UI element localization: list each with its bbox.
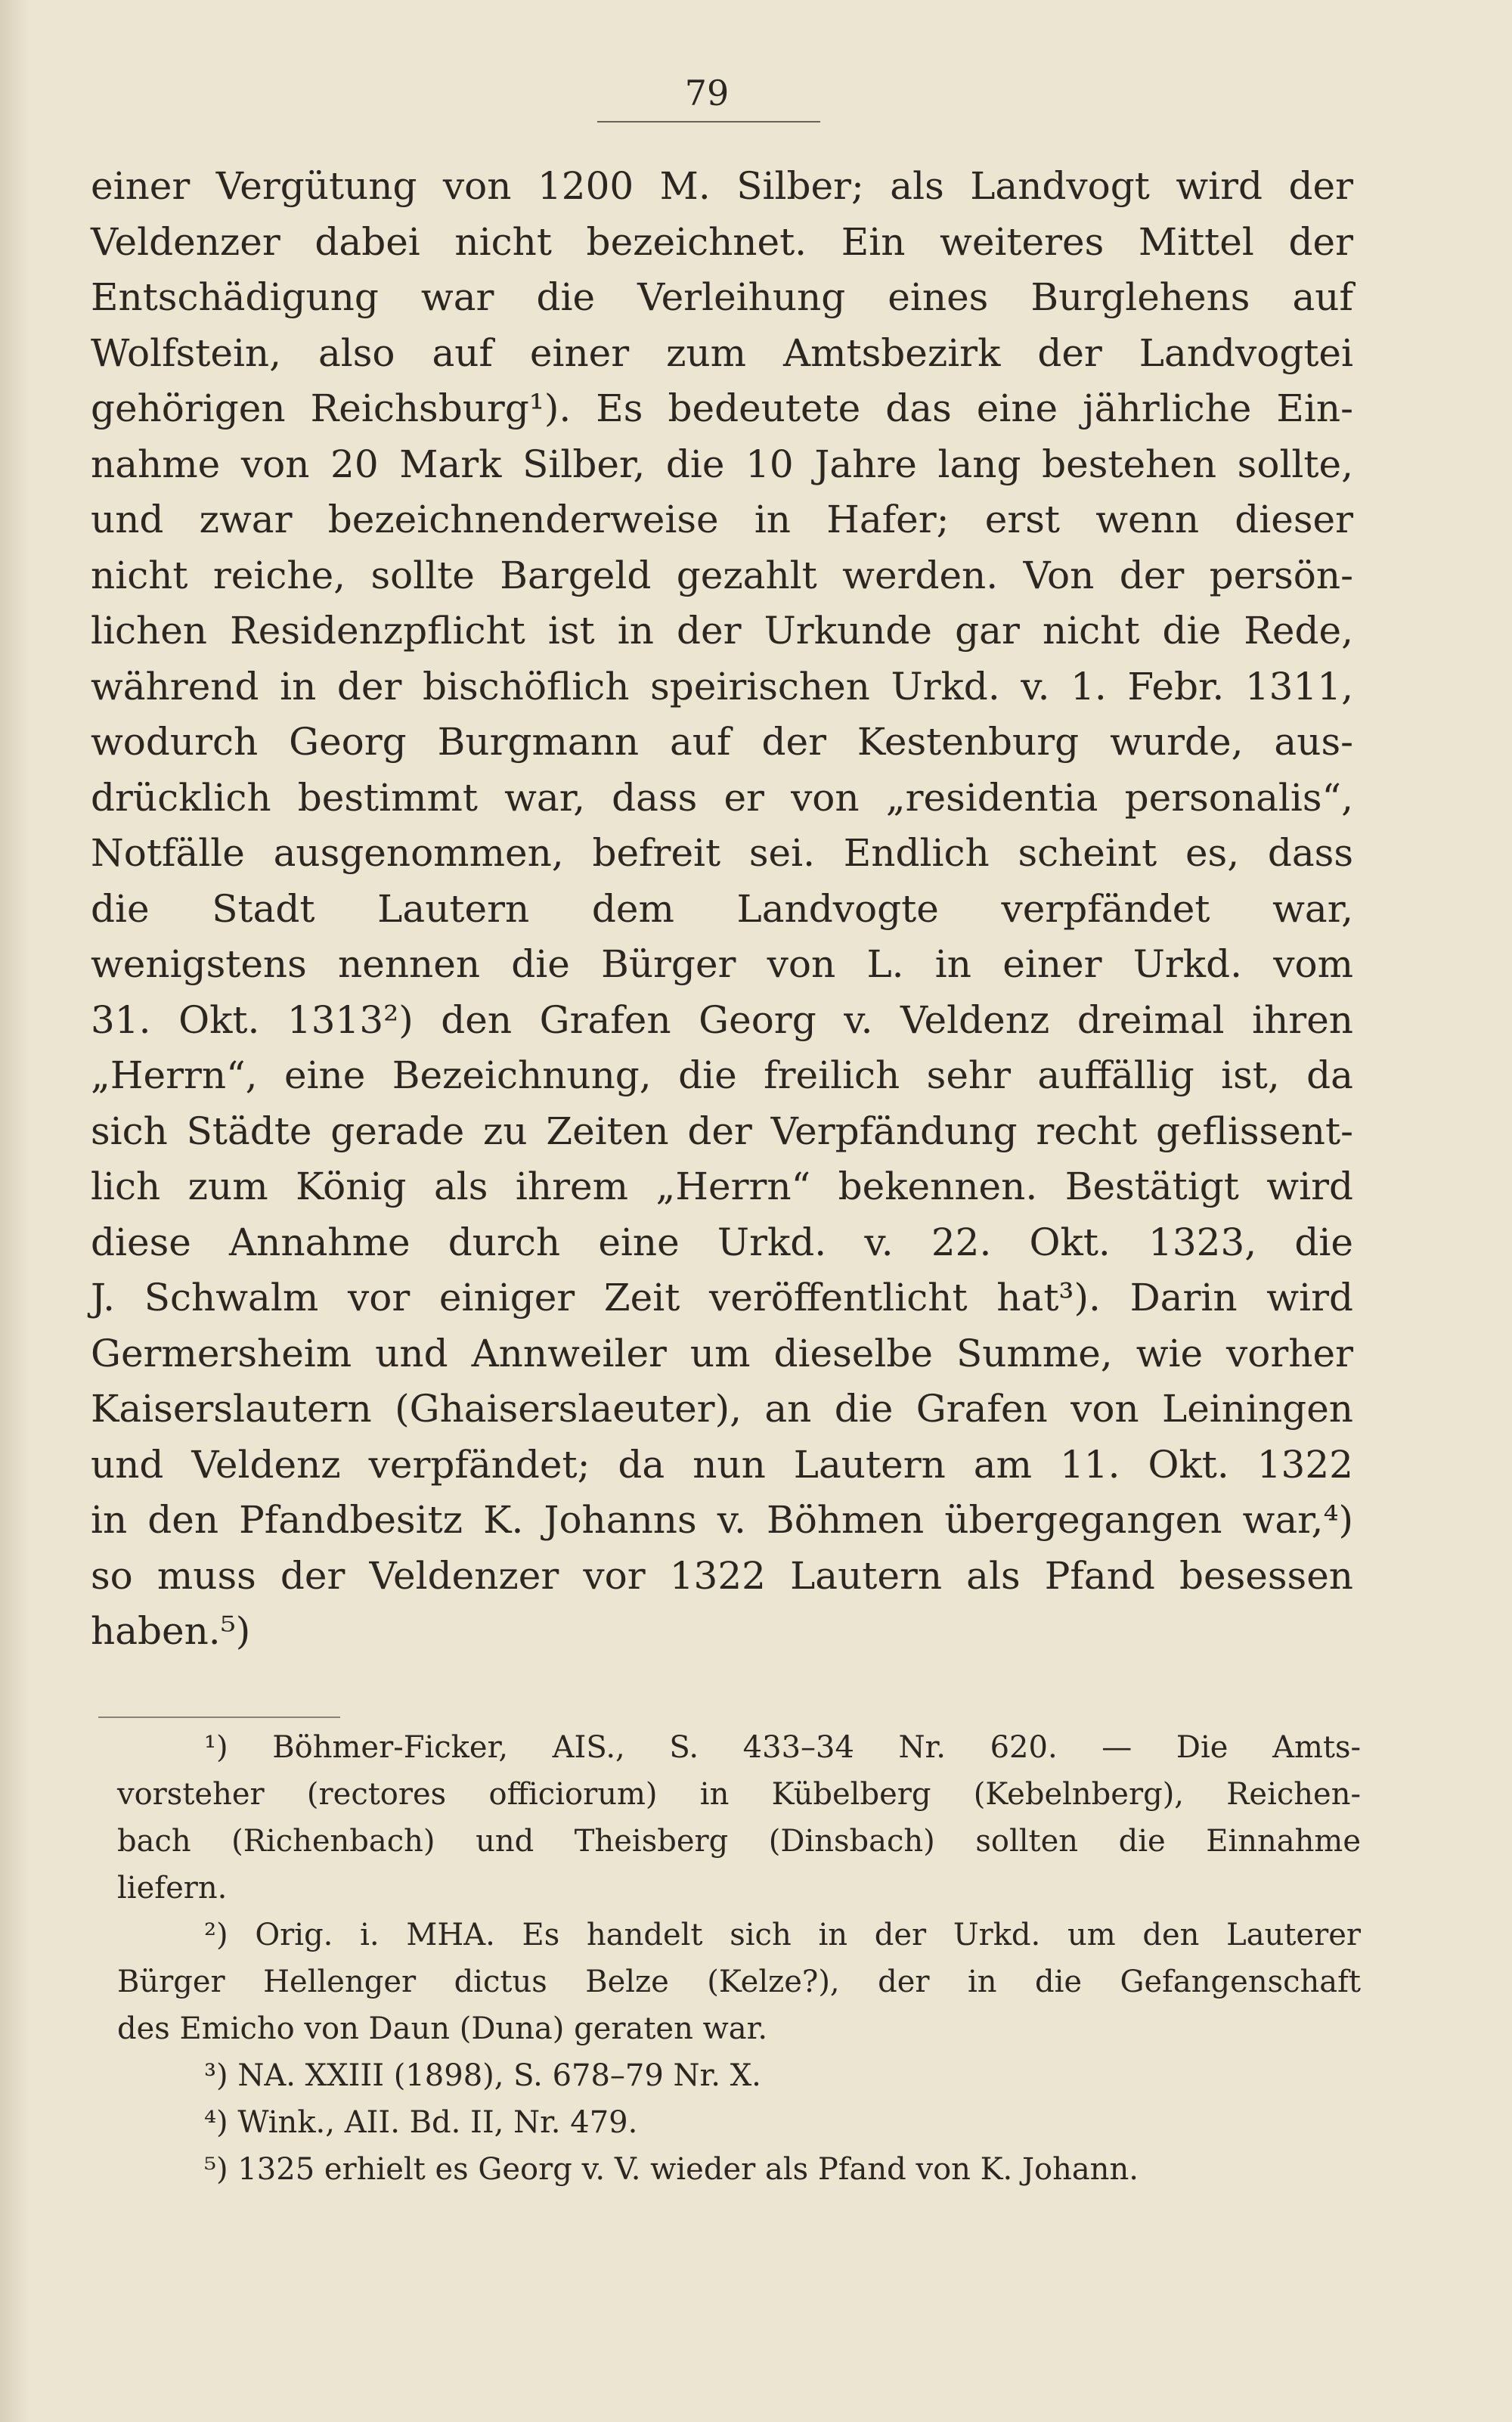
header-rule: [597, 121, 820, 122]
text-line: einer Vergütung von 1200 M. Silber; als Landvogt wird der: [91, 164, 1353, 208]
page-gutter-shadow: [0, 0, 30, 2422]
footnote-2-line: ²) Orig. i. MHA. Es handelt sich in der Urkd. um den Lauterer: [204, 1918, 1361, 1952]
footnote-2-line: Bürger Hellenger dictus Belze (Kelze?), der in die Gefangenschaft: [117, 1965, 1361, 1999]
text-line: „Herrn“, eine Bezeichnung, die freilich sehr auffällig ist, da: [91, 1053, 1353, 1097]
footnote-1-line: liefern.: [117, 1871, 228, 1906]
text-line: und zwar bezeichnenderweise in Hafer; erst wenn dieser: [91, 498, 1353, 541]
text-line: Notfälle ausgenommen, befreit sei. Endlich scheint es, dass: [91, 831, 1353, 875]
text-line: Veldenzer dabei nicht bezeichnet. Ein weiteres Mittel der: [91, 219, 1353, 264]
footnote-2-line: des Emicho von Daun (Duna) geraten war.: [117, 2011, 768, 2046]
text-line: Germersheim und Annweiler um dieselbe Summe, wie vorher: [91, 1331, 1353, 1375]
text-line: während in der bischöflich speirischen Urkd. v. 1. Febr. 1311,: [91, 664, 1353, 709]
page-number: 79: [684, 73, 730, 113]
text-line: diese Annahme durch eine Urkd. v. 22. Okt. 1323, die: [91, 1220, 1353, 1264]
footnotes: [117, 1724, 1361, 2193]
footnote-1-line: vorsteher (rectores officiorum) in Kübelberg (Kebelnberg), Reichen-: [117, 1777, 1361, 1812]
footnote-1-line: bach (Richenbach) und Theisberg (Dinsbach) sollten die Einnahme: [117, 1824, 1361, 1859]
text-line: in den Pfandbesitz K. Johanns v. Böhmen übergegangen war,⁴): [91, 1498, 1353, 1542]
text-line: lich zum König als ihrem „Herrn“ bekennen. Bestätigt wird: [91, 1164, 1353, 1208]
text-line: nahme von 20 Mark Silber, die 10 Jahre lang bestehen sollte,: [91, 442, 1353, 486]
text-line: J. Schwalm vor einiger Zeit veröffentlicht hat³). Darin wird: [91, 1276, 1353, 1320]
text-line: Wolfstein, also auf einer zum Amtsbezirk der Landvogtei: [91, 330, 1353, 375]
text-line: Entschädigung war die Verleihung eines Burglehens auf: [91, 275, 1353, 319]
text-line: haben.⁵): [91, 1609, 251, 1653]
footnote-3: ³) NA. XXIII (1898), S. 678–79 Nr. X.: [204, 2058, 761, 2093]
footnote-4: ⁴) Wink., AII. Bd. II, Nr. 479.: [204, 2105, 638, 2140]
main-text: [91, 159, 1353, 1660]
footnote-5: ⁵) 1325 erhielt es Georg v. V. wieder als Pfand von K. Johann.: [204, 2152, 1139, 2187]
footnote-1-line: ¹) Böhmer-Ficker, AIS., S. 433–34 Nr. 620. — Die Amts-: [204, 1730, 1361, 1765]
text-line: drücklich bestimmt war, dass er von „residentia personalis“,: [91, 775, 1353, 820]
text-line: lichen Residenzpflicht ist in der Urkunde gar nicht die Rede,: [91, 609, 1353, 653]
text-line: 31. Okt. 1313²) den Grafen Georg v. Veldenz dreimal ihren: [91, 997, 1353, 1042]
text-line: Kaiserslautern (Ghaiserslaeuter), an die Grafen von Leiningen: [91, 1387, 1353, 1431]
text-line: sich Städte gerade zu Zeiten der Verpfändung recht geflissent-: [91, 1109, 1353, 1153]
text-line: wenigstens nennen die Bürger von L. in einer Urkd. vom: [91, 942, 1353, 986]
text-line: so muss der Veldenzer vor 1322 Lautern als Pfand besessen: [91, 1553, 1353, 1598]
text-line: gehörigen Reichsburg¹). Es bedeutete das eine jährliche Ein-: [91, 386, 1353, 430]
footnote-rule: [98, 1716, 340, 1718]
text-line: und Veldenz verpfändet; da nun Lautern am 11. Okt. 1322: [91, 1442, 1353, 1487]
text-line: die Stadt Lautern dem Landvogte verpfändet war,: [91, 886, 1353, 931]
text-line: nicht reiche, sollte Bargeld gezahlt werden. Von der persön-: [91, 553, 1353, 597]
text-line: wodurch Georg Burgmann auf der Kestenburg wurde, aus-: [91, 720, 1353, 764]
